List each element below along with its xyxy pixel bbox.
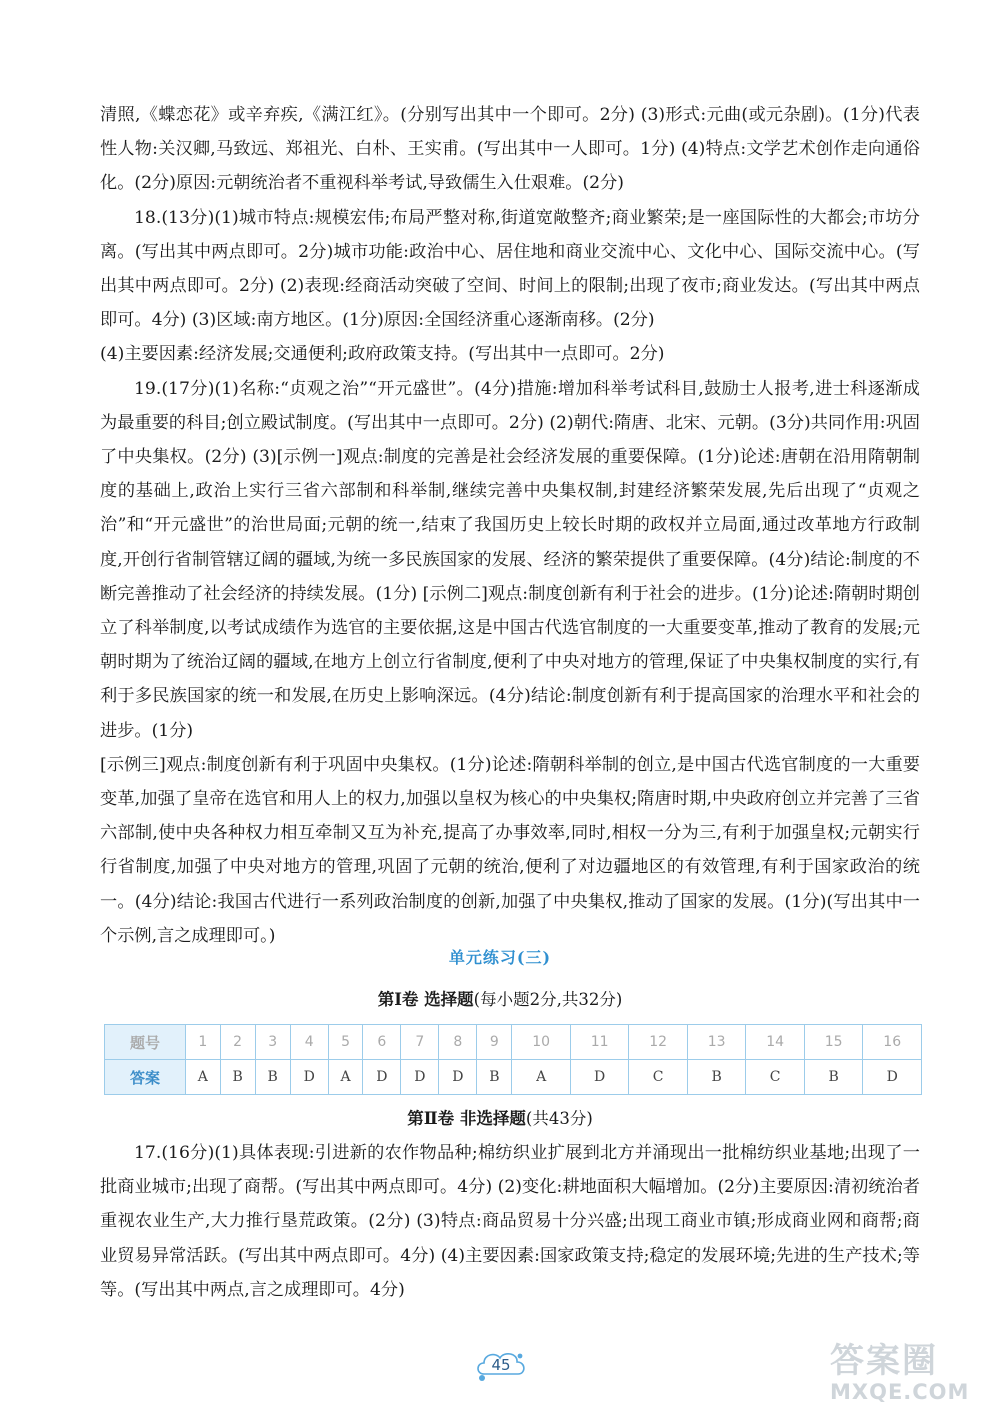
answer-cell: B — [255, 1060, 290, 1095]
answer-cell: D — [363, 1060, 401, 1095]
question-number-header: 题号 — [105, 1025, 186, 1060]
question-number-cell: 15 — [804, 1025, 863, 1060]
answer-cell: A — [186, 1060, 221, 1095]
question-number-cell: 9 — [477, 1025, 512, 1060]
answer-cell: B — [477, 1060, 512, 1095]
answer-cell: C — [746, 1060, 805, 1095]
question-number-cell: 14 — [746, 1025, 805, 1060]
answer-cell: B — [804, 1060, 863, 1095]
answer-cell: D — [401, 1060, 439, 1095]
paragraph-16-continued: 清照,《蝶恋花》或辛弃疾,《满江红》。(分别写出其中一个即可。2分) (3)形式:元曲(或元杂剧)。(1分)代表性人物:关汉卿,马致远、郑祖光、白朴、王实甫。(写出其中一人即可。1分) (4)特点:文学艺术创作走向通俗化。(2分)原因:元朝统治者不重视科举考试,导致儒生入仕艰难。(2分) — [100, 105, 920, 194]
answer-cell: B — [687, 1060, 746, 1095]
answer-cell: D — [570, 1060, 629, 1095]
answer-cell: D — [863, 1060, 922, 1095]
watermark-logo — [830, 1342, 990, 1408]
answer-cell: D — [290, 1060, 328, 1095]
answer-cell: C — [629, 1060, 688, 1095]
question-number-cell: 6 — [363, 1025, 401, 1060]
unit-title: 单元练习(三) — [448, 948, 552, 967]
question-number-cell: 10 — [512, 1025, 571, 1060]
paragraph-q17: 17.(16分)(1)具体表现:引进新的农作物品种;棉纺织业扩展到北方并涌现出一批棉纺织业基地;出现了一批商业城市;出现了商帮。(写出其中两点即可。4分) (2)变化:耕地面积大幅增加。(2分)主要原因:清初统治者重视农业生产,大力推行垦荒政策。(2分) (3)特点:商品贸易十分兴盛;出现工商业市镇;形成商业网和商帮;商业贸易异常活跃。(写出其中两点即可。4分) (4)主要因素:国家政策支持;稳定的发展环境;先进的生产技术;等等。(写出其中两点,言之成理即可。4分) — [100, 1143, 920, 1300]
answer-row — [105, 1060, 922, 1095]
answer-cell: D — [439, 1060, 477, 1095]
answer-key-table — [104, 1024, 922, 1095]
section-title-nonchoice — [0, 1105, 1000, 1129]
paragraph-q19: 19.(17分)(1)名称:“贞观之治”“开元盛世”。(4分)措施:增加科举考试科目,鼓励士人报考,进士科逐渐成为最重要的科目;创立殿试制度。(写出其中一点即可。2分) (2)朝代:隋唐、北宋、元朝。(3分)共同作用:巩固了中央集权。(2分) (3)[示例一]观点:制度的完善是社会经济发展的重要保障。(1分)论述:唐朝在沿用隋朝制度的基础上,政治上实行三省六部制和科举制,继续完善中央集权制,封建经济繁荣发展,先后出现了“贞观之治”和“开元盛世”的治世局面;元朝的统一,结束了我国历史上较长时期的政权并立局面,通过改革地方行政制度,开创行省制管辖辽阔的疆域,为统一多民族国家的发展、经济的繁荣提供了重要保障。(4分)结论:制度的不断完善推动了社会经济的持续发展。(1分) [示例二]观点:制度创新有利于社会的进步。(1分)论述:隋朝时期创立了科举制度,以考试成绩作为选官的主要依据,这是中国古代选官制度的一大重要变革,推动了教育的发展;元朝时期为了统治辽阔的疆域,在地方上创立行省制度,便利了中央对地方的管理,保证了中央集权制度的实行,有利于多民族国家的统一和发展,在历史上影响深远。(4分)结论:制度创新有利于提高国家的治理水平和社会的进步。(1分) — [100, 378, 920, 741]
answer-text-lower — [100, 1136, 920, 1307]
question-number-cell: 8 — [439, 1025, 477, 1060]
question-number-cell: 12 — [629, 1025, 688, 1060]
section-title-choice-main: 第Ⅰ卷 选择题 — [377, 990, 474, 1009]
question-number-cell: 11 — [570, 1025, 629, 1060]
paragraph-q18: 18.(13分)(1)城市特点:规模宏伟;布局严整对称,街道宽敞整齐;商业繁荣;是一座国际性的大都会;市坊分离。(写出其中两点即可。2分)城市功能:政治中心、居住地和商业交流中心、文化中心、国际交流中心。(写出其中两点即可。2分) (2)表现:经商活动突破了空间、时间上的限制;出现了夜市;商业发达。(写出其中两点即可。4分) (3)区域:南方地区。(1分)原因:全国经济重心逐渐南移。(2分) — [100, 207, 920, 331]
question-number-cell: 16 — [863, 1025, 922, 1060]
question-number-cell: 3 — [255, 1025, 290, 1060]
paragraph-q18-part4: (4)主要因素:经济发展;交通便利;政府政策支持。(写出其中一点即可。2分) — [100, 344, 665, 365]
question-number-cell: 7 — [401, 1025, 439, 1060]
watermark-title: 答案圈 — [830, 1341, 938, 1381]
question-number-cell: 4 — [290, 1025, 328, 1060]
page-number: 45 — [491, 1356, 511, 1374]
answer-header: 答案 — [105, 1060, 186, 1095]
question-number-cell: 1 — [186, 1025, 221, 1060]
page-number-badge — [474, 1348, 528, 1382]
answer-cell: B — [220, 1060, 255, 1095]
answer-text-upper — [100, 98, 920, 953]
question-number-cell: 13 — [687, 1025, 746, 1060]
question-number-cell: 5 — [328, 1025, 363, 1060]
answer-cell: A — [328, 1060, 363, 1095]
paragraph-q19-example3: [示例三]观点:制度创新有利于巩固中央集权。(1分)论述:隋朝科举制的创立,是中国古代选官制度的一大重要变革,加强了皇帝在选官和用人上的权力,加强以皇权为核心的中央集权;隋唐时期,中央政府创立并完善了三省六部制,使中央各种权力相互牵制又互为补充,提高了办事效率,同时,相权一分为三,有利于加强皇权;元朝实行行省制度,加强了中央对地方的管理,巩固了元朝的统治,便利了对边疆地区的有效管理,有利于国家政治的统一。(4分)结论:我国古代进行一系列政治制度的创新,加强了中央集权,推动了国家的发展。(1分)(写出其中一个示例,言之成理即可。) — [100, 754, 920, 946]
section-title-choice-sub: (每小题2分,共32分) — [473, 990, 623, 1009]
section-title-choice — [0, 986, 1000, 1010]
question-number-cell: 2 — [220, 1025, 255, 1060]
answer-cell: A — [512, 1060, 571, 1095]
section-title-nonchoice-sub: (共43分) — [525, 1109, 593, 1128]
section-title-nonchoice-main: 第Ⅱ卷 非选择题 — [407, 1109, 526, 1128]
question-number-row — [105, 1025, 922, 1060]
watermark-url: MXQE.COM — [830, 1380, 970, 1404]
